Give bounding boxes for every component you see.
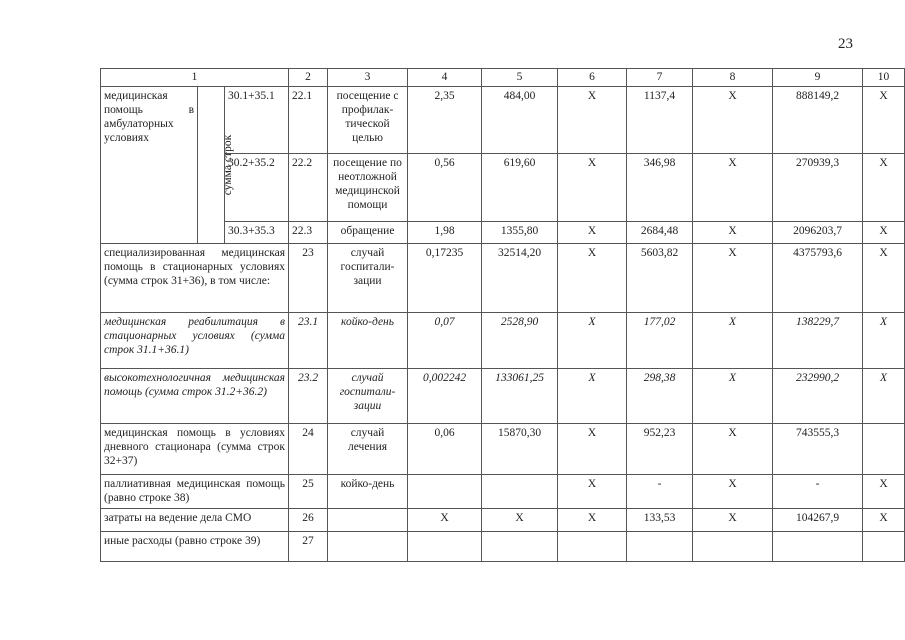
value-cell [408, 475, 482, 509]
value-cell: Х [863, 509, 905, 532]
row-label: медицинская помощь в амбулаторных условиях [101, 87, 198, 244]
table-row [101, 369, 905, 424]
value-cell: Х [558, 509, 627, 532]
value-cell: 177,02 [627, 313, 693, 369]
header-cell: 2 [289, 69, 328, 87]
value-cell: 2096203,7 [773, 222, 863, 244]
header-cell: 7 [627, 69, 693, 87]
header-cell: 9 [773, 69, 863, 87]
value-cell: 1137,4 [627, 87, 693, 154]
value-cell: Х [693, 154, 773, 222]
code-cell: 25 [289, 475, 328, 509]
formula-cell: 30.1+35.1 [225, 87, 289, 154]
value-cell: 619,60 [482, 154, 558, 222]
value-cell: 133,53 [627, 509, 693, 532]
value-cell: 346,98 [627, 154, 693, 222]
value-cell: - [627, 475, 693, 509]
value-cell: 2,35 [408, 87, 482, 154]
value-cell: Х [693, 222, 773, 244]
value-cell: Х [558, 475, 627, 509]
value-cell: 0,002242 [408, 369, 482, 424]
value-cell: 5603,82 [627, 244, 693, 313]
value-cell: 484,00 [482, 87, 558, 154]
value-cell: Х [863, 154, 905, 222]
value-cell: 0,06 [408, 424, 482, 475]
value-cell: Х [558, 369, 627, 424]
header-cell: 10 [863, 69, 905, 87]
code-cell: 23 [289, 244, 328, 313]
row-label: затраты на ведение дела СМО [101, 509, 289, 532]
value-cell: Х [863, 222, 905, 244]
unit-cell [328, 509, 408, 532]
value-cell: Х [693, 424, 773, 475]
value-cell: 743555,3 [773, 424, 863, 475]
value-cell: 1,98 [408, 222, 482, 244]
value-cell: Х [558, 313, 627, 369]
value-cell: Х [558, 222, 627, 244]
header-cell: 8 [693, 69, 773, 87]
value-cell: 952,23 [627, 424, 693, 475]
value-cell: Х [408, 509, 482, 532]
value-cell: Х [693, 87, 773, 154]
table-row [101, 532, 905, 562]
value-cell: Х [863, 475, 905, 509]
unit-cell: койко-день [328, 475, 408, 509]
header-cell: 4 [408, 69, 482, 87]
value-cell: - [773, 475, 863, 509]
value-cell: Х [482, 509, 558, 532]
row-label: специализированная медицинская помощь в стационарных условиях (сумма строк 31+36), в том числе: [101, 244, 289, 313]
code-cell: 23.2 [289, 369, 328, 424]
row-label: паллиативная медицинская помощь (равно строке 38) [101, 475, 289, 509]
value-cell [627, 532, 693, 562]
value-cell: 15870,30 [482, 424, 558, 475]
value-cell: 2684,48 [627, 222, 693, 244]
value-cell: 4375793,6 [773, 244, 863, 313]
table-row [101, 424, 905, 475]
value-cell: Х [693, 369, 773, 424]
value-cell: Х [558, 87, 627, 154]
row-label: высокотехнологичная медицинская помощь (сумма строк 31.2+36.2) [101, 369, 289, 424]
unit-cell: случай госпитали-зации [328, 369, 408, 424]
value-cell [558, 532, 627, 562]
value-cell: Х [693, 509, 773, 532]
code-cell: 26 [289, 509, 328, 532]
page-number: 23 [838, 36, 853, 52]
value-cell: Х [693, 313, 773, 369]
header-cell: 5 [482, 69, 558, 87]
value-cell: 232990,2 [773, 369, 863, 424]
unit-cell: случай лечения [328, 424, 408, 475]
value-cell: 0,56 [408, 154, 482, 222]
value-cell: Х [558, 244, 627, 313]
value-cell: Х [863, 87, 905, 154]
value-cell: Х [558, 424, 627, 475]
value-cell [693, 532, 773, 562]
value-cell [482, 532, 558, 562]
value-cell: 32514,20 [482, 244, 558, 313]
table-row [101, 244, 905, 313]
unit-cell: посещение по неотложной медицинской помощи [328, 154, 408, 222]
code-cell: 22.3 [289, 222, 328, 244]
value-cell [863, 532, 905, 562]
row-label: иные расходы (равно строке 39) [101, 532, 289, 562]
row-label: медицинская помощь в условиях дневного стационара (сумма строк 32+37) [101, 424, 289, 475]
value-cell [482, 475, 558, 509]
sum-label: сумма строк [198, 87, 225, 244]
value-cell [408, 532, 482, 562]
header-cell: 3 [328, 69, 408, 87]
value-cell: 888149,2 [773, 87, 863, 154]
value-cell: Х [863, 369, 905, 424]
value-cell: Х [863, 313, 905, 369]
unit-cell [328, 532, 408, 562]
value-cell: 104267,9 [773, 509, 863, 532]
table-row [101, 87, 905, 154]
table-row [101, 475, 905, 509]
code-cell: 24 [289, 424, 328, 475]
unit-cell: койко-день [328, 313, 408, 369]
header-cell: 6 [558, 69, 627, 87]
value-cell: 270939,3 [773, 154, 863, 222]
data-table [100, 68, 905, 562]
value-cell: Х [558, 154, 627, 222]
value-cell: 0,07 [408, 313, 482, 369]
value-cell: 1355,80 [482, 222, 558, 244]
table-row [101, 313, 905, 369]
code-cell: 27 [289, 532, 328, 562]
table-row [101, 509, 905, 532]
value-cell: 298,38 [627, 369, 693, 424]
formula-cell: 30.3+35.3 [225, 222, 289, 244]
code-cell: 22.2 [289, 154, 328, 222]
unit-cell: посещение с профилак-тической целью [328, 87, 408, 154]
value-cell: 133061,25 [482, 369, 558, 424]
code-cell: 23.1 [289, 313, 328, 369]
value-cell: 0,17235 [408, 244, 482, 313]
value-cell [773, 532, 863, 562]
value-cell: Х [693, 244, 773, 313]
value-cell: Х [693, 475, 773, 509]
value-cell: 138229,7 [773, 313, 863, 369]
formula-cell: 30.2+35.2 [225, 154, 289, 222]
row-label: медицинская реабилитация в стационарных условиях (сумма строк 31.1+36.1) [101, 313, 289, 369]
value-cell [863, 424, 905, 475]
value-cell: 2528,90 [482, 313, 558, 369]
code-cell: 22.1 [289, 87, 328, 154]
header-cell: 1 [101, 69, 289, 87]
unit-cell: обращение [328, 222, 408, 244]
unit-cell: случай госпитали-зации [328, 244, 408, 313]
value-cell: Х [863, 244, 905, 313]
header-row [101, 69, 905, 87]
